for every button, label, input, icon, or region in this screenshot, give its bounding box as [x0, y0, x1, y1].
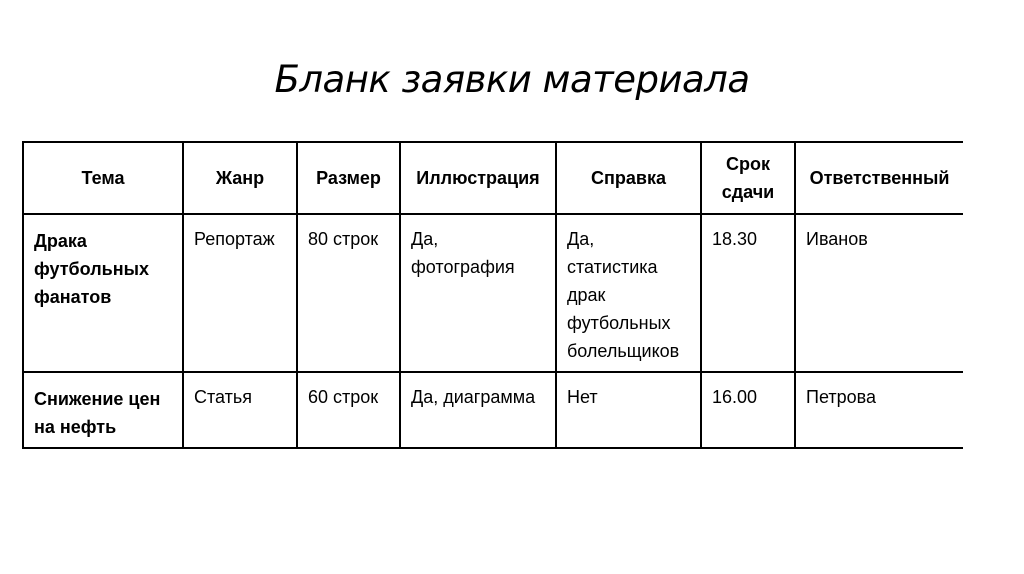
header-size: Размер — [297, 142, 400, 214]
header-genre: Жанр — [183, 142, 297, 214]
cell-size: 80 строк — [297, 214, 400, 372]
cell-reference: Нет — [556, 372, 701, 448]
cell-responsible: Петрова — [795, 372, 963, 448]
header-responsible: Ответственный — [795, 142, 963, 214]
cell-size: 60 строк — [297, 372, 400, 448]
header-deadline: Срок сдачи — [701, 142, 795, 214]
cell-genre: Статья — [183, 372, 297, 448]
table-row — [23, 372, 963, 448]
cell-illustration: Да, фотография — [400, 214, 556, 372]
cell-genre: Репортаж — [183, 214, 297, 372]
cell-reference: Да, статистика драк футбольных болельщиков — [556, 214, 701, 372]
cell-deadline: 16.00 — [701, 372, 795, 448]
cell-topic: Снижение цен на нефть — [23, 372, 183, 448]
table-row — [23, 214, 963, 372]
table-header-row — [23, 142, 963, 214]
cell-responsible: Иванов — [795, 214, 963, 372]
cell-topic: Драка футбольных фанатов — [23, 214, 183, 372]
header-reference: Справка — [556, 142, 701, 214]
cell-illustration: Да, диаграмма — [400, 372, 556, 448]
cell-deadline: 18.30 — [701, 214, 795, 372]
request-table-container — [22, 141, 962, 449]
request-table — [22, 141, 963, 449]
header-illustration: Иллюстрация — [400, 142, 556, 214]
page-title: Бланк заявки материала — [274, 58, 750, 101]
header-topic: Тема — [23, 142, 183, 214]
